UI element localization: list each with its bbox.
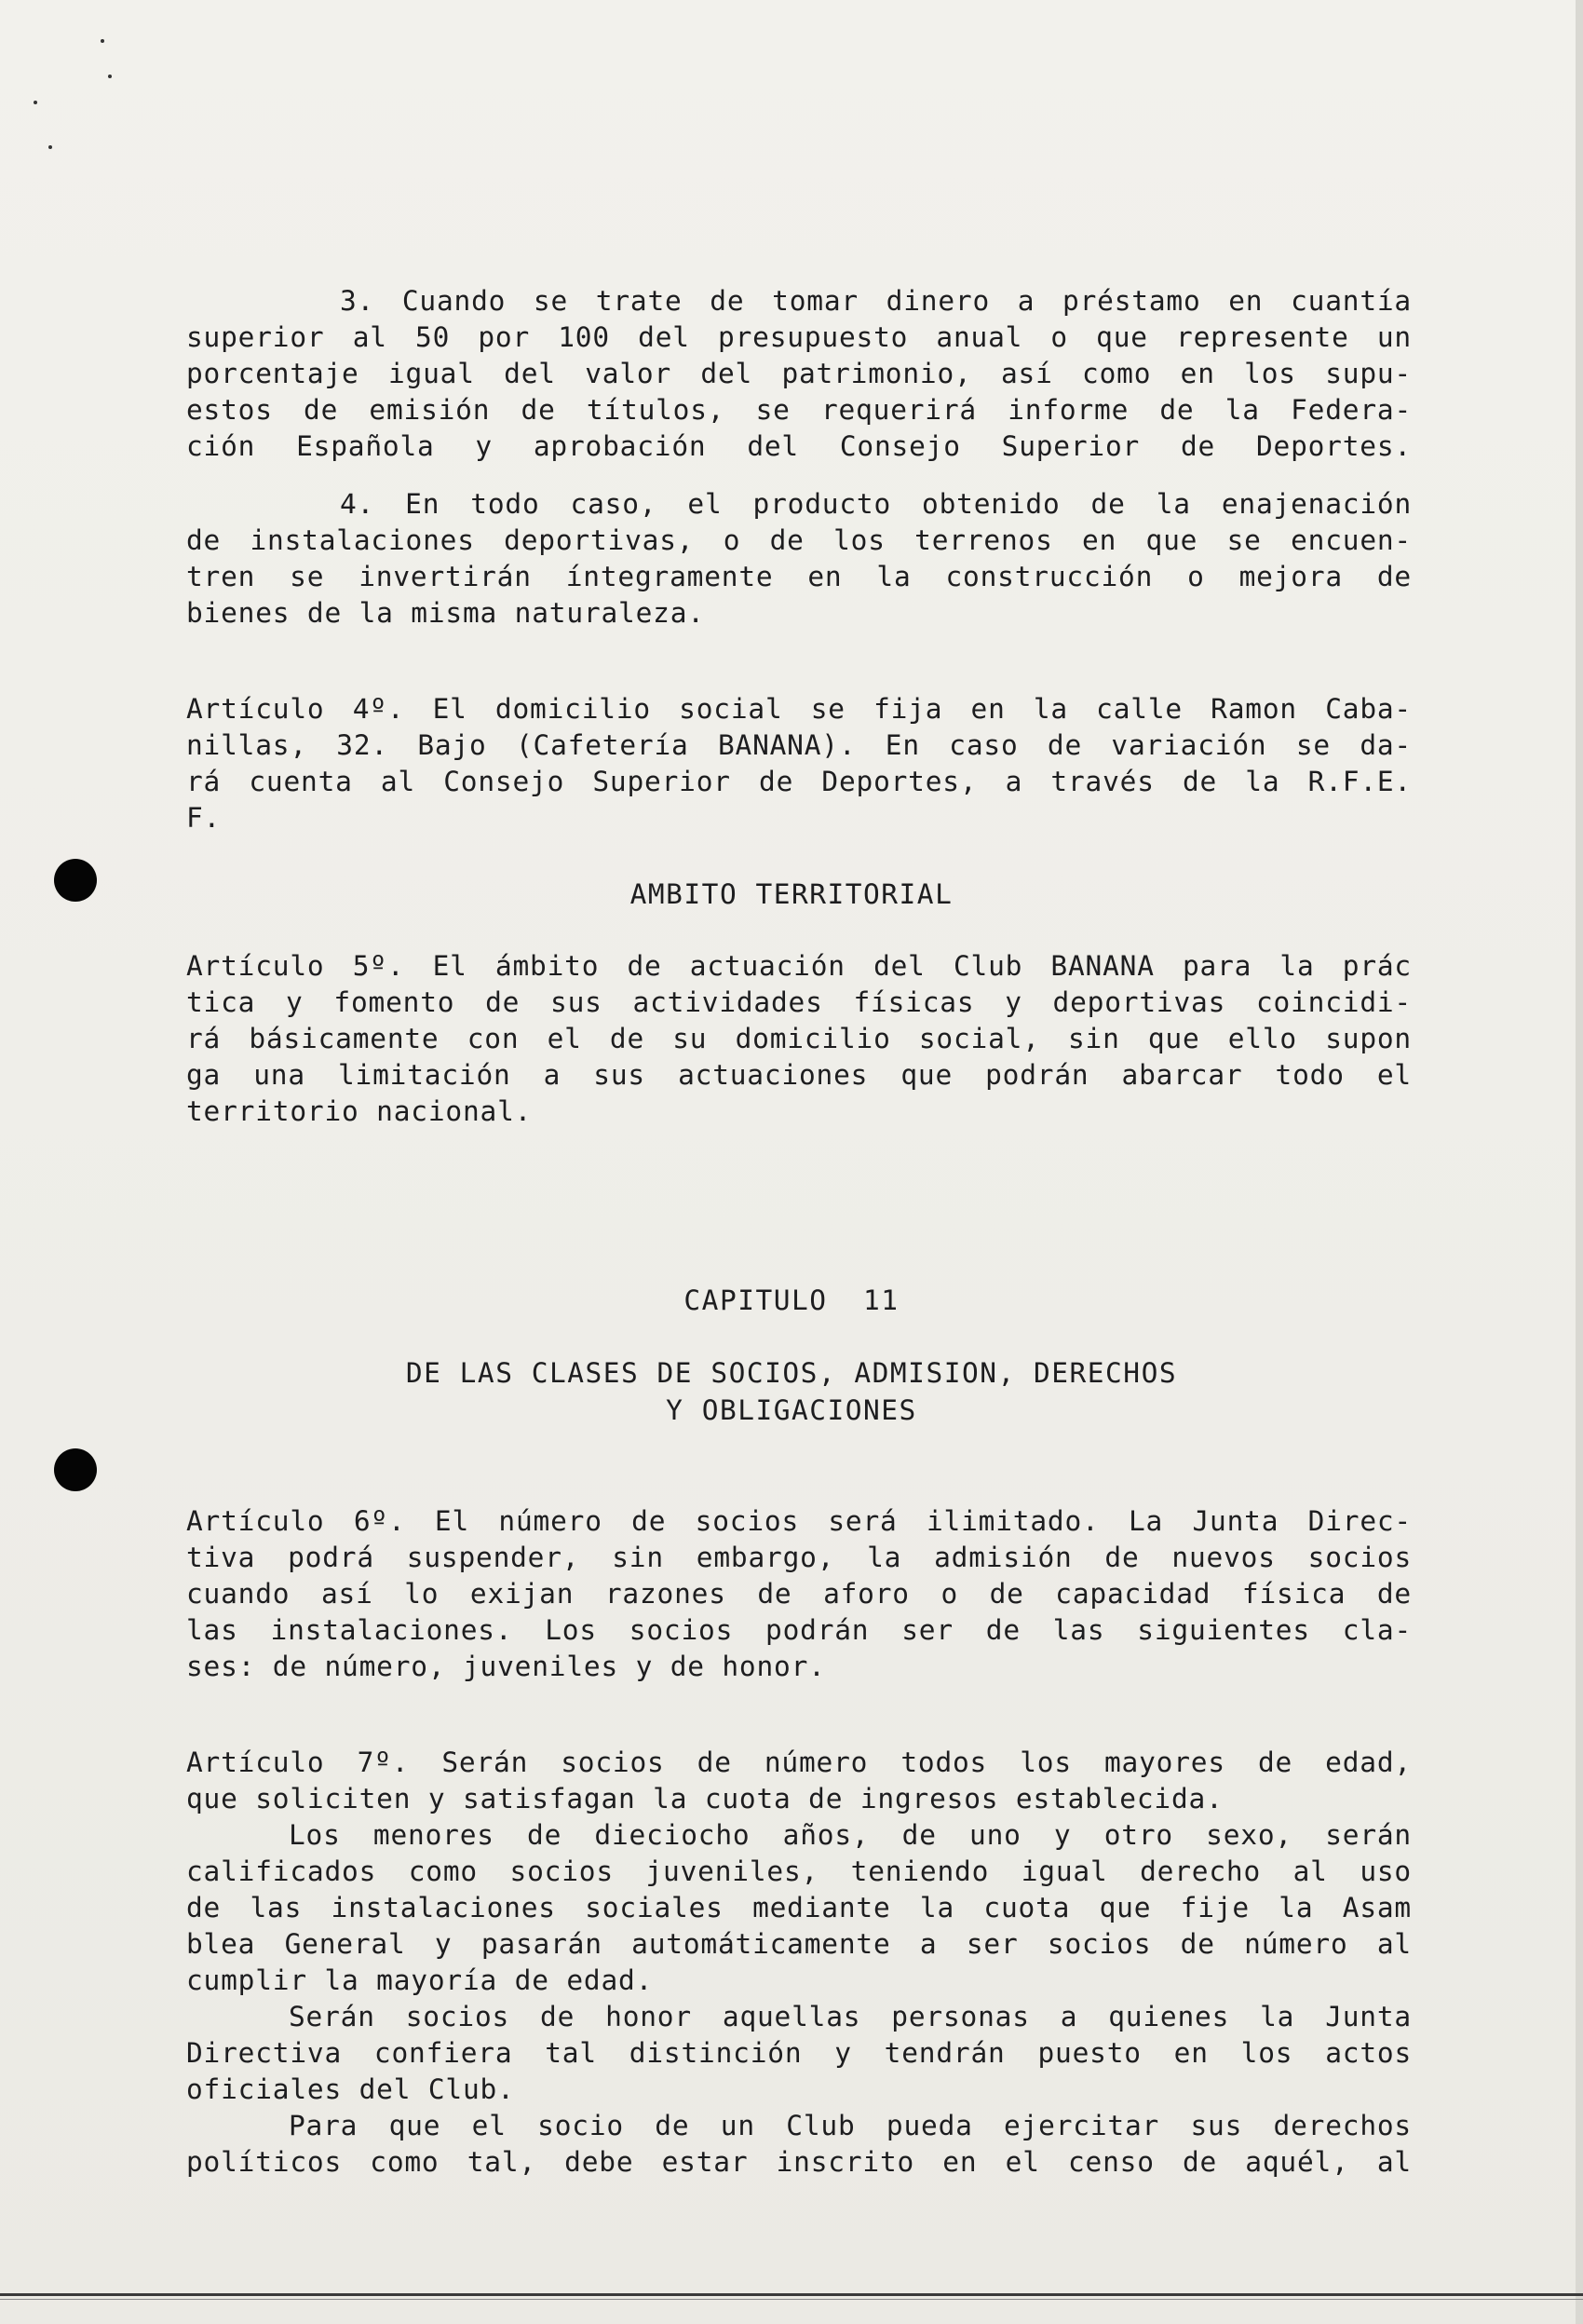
text-line: calificados como socios juveniles, teniendo igual derecho al uso (186, 1855, 1412, 1887)
text-line: nillas, 32. Bajo (Cafetería BANANA). En caso de variación se da- (186, 729, 1412, 761)
text-line: Artículo 5º. El ámbito de actuación del Club BANANA para la prác (186, 950, 1412, 982)
text-line: las instalaciones. Los socios podrán ser de las siguientes cla- (186, 1614, 1412, 1646)
text-line: 3. Cuando se trate de tomar dinero a préstamo en cuantía (340, 285, 1412, 317)
text-line: tren se invertirán íntegramente en la construcción o mejora de (186, 561, 1412, 592)
text-line: superior al 50 por 100 del presupuesto anual o que represente un (186, 321, 1412, 353)
article-6 (186, 1503, 1412, 1685)
text-line: cuando así lo exijan razones de aforo o de capacidad física de (186, 1578, 1412, 1610)
bottom-rule (0, 2299, 1583, 2300)
text-line: cumplir la mayoría de edad. (186, 1964, 654, 1996)
text-line: Serán socios de honor aquellas personas a quienes la Junta (289, 2001, 1412, 2032)
text-line: rá básicamente con el de su domicilio social, sin que ello supon (186, 1023, 1412, 1054)
text-line: tiva podrá suspender, sin embargo, la admisión de nuevos socios (186, 1542, 1412, 1573)
article-5 (186, 948, 1412, 1130)
text-line: Los menores de dieciocho años, de uno y otro sexo, serán (289, 1819, 1412, 1851)
text-line: ción Española y aprobación del Consejo Superior de Deportes. (186, 430, 1412, 462)
text-line: Artículo 4º. El domicilio social se fija en la calle Ramon Caba- (186, 693, 1412, 725)
text-line: Artículo 6º. El número de socios será ilimitado. La Junta Direc- (186, 1505, 1412, 1537)
text-line: bienes de la misma naturaleza. (186, 597, 705, 629)
text-line: estos de emisión de títulos, se requerirá informe de la Federa- (186, 394, 1412, 426)
text-line: de instalaciones deportivas, o de los terrenos en que se encuen- (186, 524, 1412, 556)
chapter-title-line2: Y OBLIGACIONES (666, 1394, 917, 1426)
text-line: que soliciten y satisfagan la cuota de ingresos establecida. (186, 1783, 1224, 1814)
text-line: territorio nacional. (186, 1095, 533, 1127)
text-line: ses: de número, juveniles y de honor. (186, 1651, 826, 1682)
scan-speck (101, 39, 104, 43)
scan-speck (48, 145, 52, 149)
text-line: políticos como tal, debe estar inscrito en el censo de aquél, al (186, 2146, 1412, 2178)
section-heading-ambito: AMBITO TERRITORIAL (629, 878, 954, 910)
chapter-heading: CAPITULO 11 (683, 1284, 900, 1316)
text-line: Directiva confiera tal distinción y tendrán puesto en los actos (186, 2037, 1412, 2069)
text-line: oficiales del Club. (186, 2073, 515, 2105)
scan-speck (108, 75, 112, 78)
bottom-rule (0, 2293, 1583, 2296)
text-line: Para que el socio de un Club pueda ejercitar sus derechos (289, 2110, 1412, 2141)
paragraph-4 (186, 486, 1412, 632)
text-line: 4. En todo caso, el producto obtenido de la enajenación (340, 488, 1412, 520)
text-line: tica y fomento de sus actividades físicas y deportivas coincidi- (186, 986, 1412, 1018)
paragraph-3 (186, 283, 1412, 465)
text-line: ga una limitación a sus actuaciones que podrán abarcar todo el (186, 1059, 1412, 1091)
chapter-title-line1: DE LAS CLASES DE SOCIOS, ADMISION, DERECHOS (405, 1357, 1178, 1389)
text-line: F. (186, 802, 222, 834)
text-line: Artículo 7º. Serán socios de número todos los mayores de edad, (186, 1746, 1412, 1778)
text-line: porcentaje igual del valor del patrimonio, así como en los supu- (186, 358, 1412, 389)
article-4 (186, 691, 1412, 836)
page-edge (1576, 0, 1583, 2324)
text-line: blea General y pasarán automáticamente a ser socios de número al (186, 1928, 1412, 1960)
text-line: rá cuenta al Consejo Superior de Deportes, a través de la R.F.E. (186, 766, 1412, 797)
scan-speck (34, 101, 37, 104)
article-7 (186, 1745, 1412, 2181)
punch-hole (54, 1448, 97, 1491)
text-line: de las instalaciones sociales mediante la cuota que fije la Asam (186, 1892, 1412, 1923)
